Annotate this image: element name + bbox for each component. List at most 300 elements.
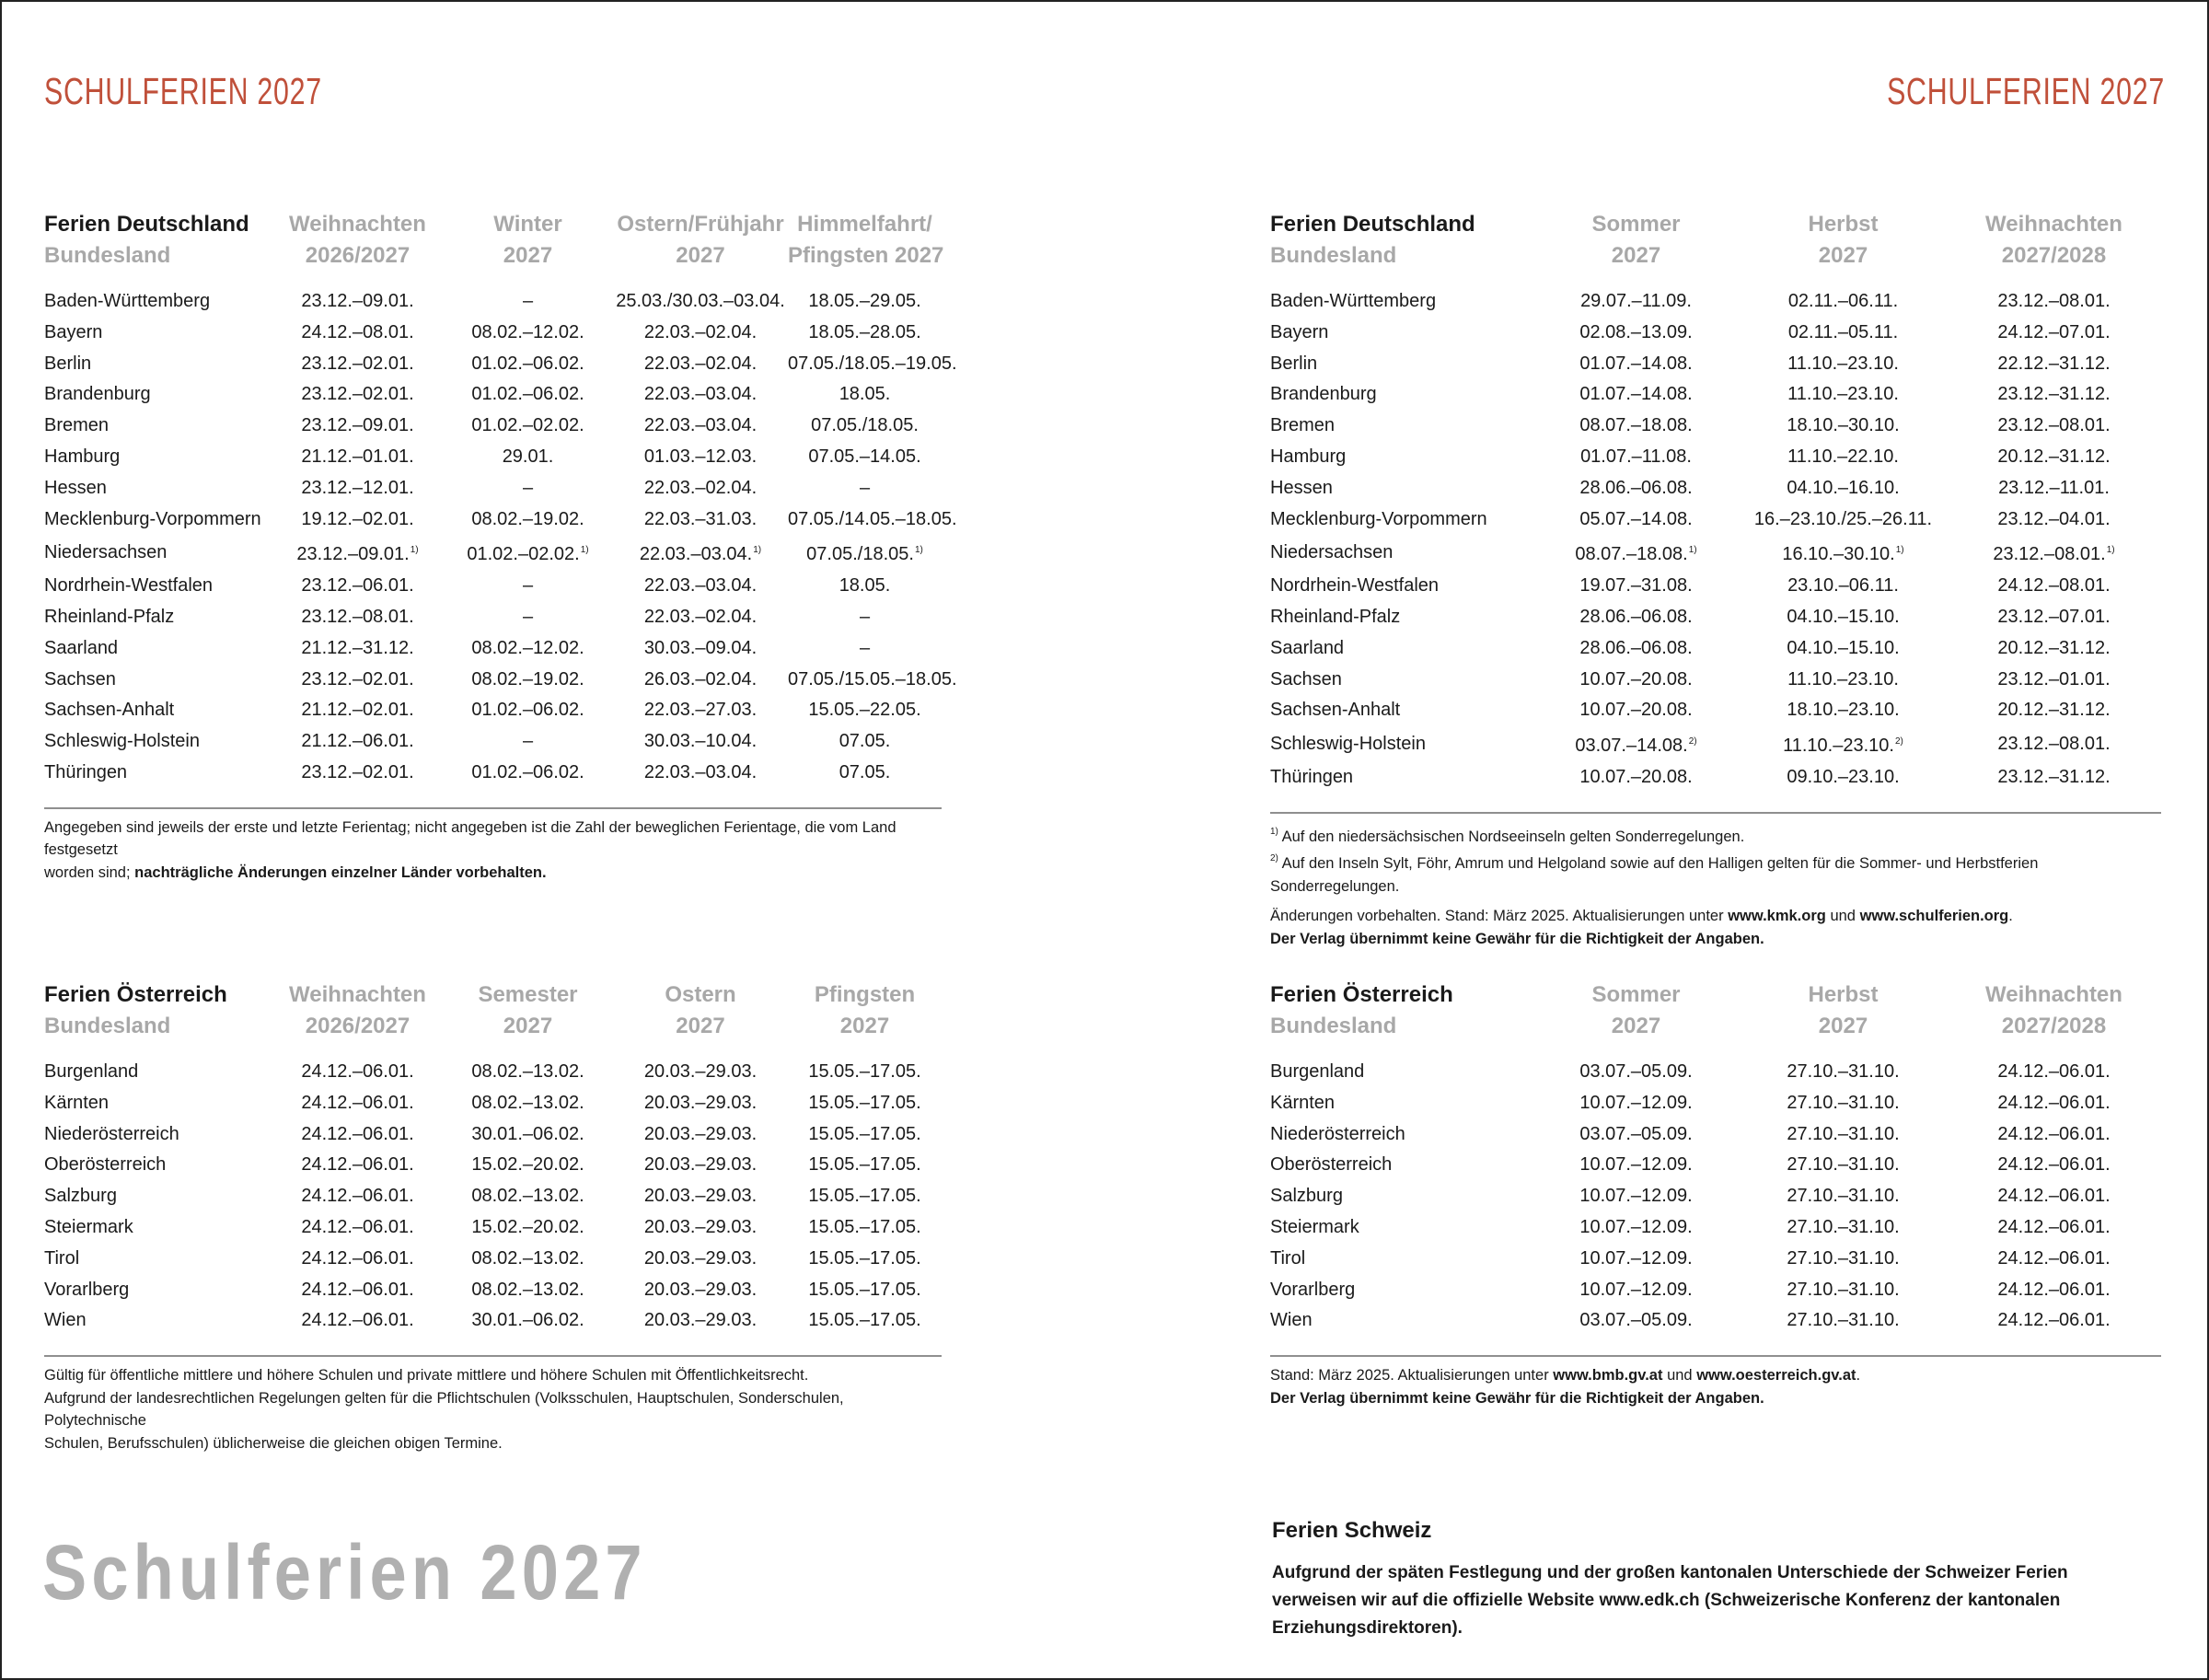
date-range: 08.02.–13.02. xyxy=(471,1061,584,1082)
date-range: 23.12.–02.01. xyxy=(301,353,414,374)
state-name: Hamburg xyxy=(1270,446,1347,467)
date-range: 01.02.–02.02. xyxy=(471,415,584,436)
table-row xyxy=(1270,1119,2161,1151)
date-range-cell xyxy=(788,473,942,504)
date-range: 20.12.–31.12. xyxy=(1997,637,2111,658)
state-name: Bayern xyxy=(1270,321,1329,342)
date-range-cell xyxy=(788,1181,942,1212)
state-name-cell xyxy=(1270,633,1532,665)
state-name: Hessen xyxy=(44,477,107,498)
date-range-cell xyxy=(272,695,443,726)
date-range-cell xyxy=(1947,411,2161,442)
column-header xyxy=(788,979,942,1042)
date-range-cell xyxy=(443,571,613,602)
state-name-cell xyxy=(44,286,272,318)
date-range-cell xyxy=(272,1150,443,1181)
state-name: Salzburg xyxy=(1270,1186,1343,1207)
state-name-cell xyxy=(44,665,272,696)
header-line-1: Sommer xyxy=(1591,212,1681,237)
state-name: Niederösterreich xyxy=(1270,1123,1405,1144)
date-range-cell xyxy=(788,411,942,442)
date-range: 30.03.–10.04. xyxy=(643,731,758,752)
table-row xyxy=(44,473,942,504)
date-range-cell xyxy=(272,535,443,571)
state-name: Niederösterreich xyxy=(44,1123,179,1144)
date-range: – xyxy=(522,606,534,627)
note-text: Aufgrund der landesrechtlichen Regelungen gelten für die Pflichtschulen (Volksschulen, Hauptschulen, Sonderschulen, Polytechnische xyxy=(44,1389,844,1430)
state-name-cell xyxy=(44,1150,272,1181)
column-header xyxy=(1947,979,2161,1042)
date-range: 23.12.–09.01. xyxy=(301,415,414,436)
date-range-cell xyxy=(613,1212,788,1244)
date-range-cell xyxy=(613,504,788,536)
footnote-2: Auf den Inseln Sylt, Föhr, Amrum und Helgoland sowie auf den Halligen gelten für die Sommer- und Herbstferien Sonderregelungen. xyxy=(1270,855,2039,895)
date-range: 16.–23.10./25.–26.11. xyxy=(1753,508,1933,529)
date-range: 23.12.–01.01. xyxy=(1997,668,2111,689)
table-row xyxy=(1270,1212,2161,1244)
date-range: 24.12.–06.01. xyxy=(1997,1279,2111,1300)
date-range: 15.05.–17.05. xyxy=(808,1310,921,1331)
date-range: 04.10.–16.10. xyxy=(1787,477,1900,498)
header-line-2: 2027 xyxy=(1818,1014,1868,1038)
column-header xyxy=(1270,209,1532,272)
table-row xyxy=(1270,762,2161,794)
kmk-link[interactable]: www.kmk.org xyxy=(1728,908,1826,925)
date-range: – xyxy=(859,637,871,658)
date-range-cell xyxy=(1947,1181,2161,1212)
header-spacer xyxy=(1270,1042,2161,1057)
date-range-cell xyxy=(1947,473,2161,504)
date-range-cell xyxy=(613,1275,788,1306)
date-range-cell xyxy=(1740,504,1947,536)
date-range: 23.10.–06.11. xyxy=(1787,575,1899,597)
state-name-cell xyxy=(44,379,272,411)
date-range-cell xyxy=(788,633,942,665)
state-name-cell xyxy=(44,602,272,633)
date-range-cell xyxy=(1740,1119,1947,1151)
date-range: 18.05. xyxy=(838,575,891,597)
date-range: 28.06.–06.08. xyxy=(1579,477,1693,498)
date-range: 23.12.–06.01. xyxy=(301,575,414,597)
table-row xyxy=(1270,1057,2161,1088)
date-range: 08.02.–13.02. xyxy=(471,1279,584,1300)
state-name-cell xyxy=(1270,349,1532,380)
date-range-cell xyxy=(1947,571,2161,602)
state-name: Sachsen xyxy=(1270,668,1342,689)
date-range-cell xyxy=(272,1088,443,1119)
footnote-marker: 2) xyxy=(1688,736,1697,747)
date-range: 24.12.–06.01. xyxy=(1997,1310,2111,1331)
state-name: Bayern xyxy=(44,321,103,342)
date-range: 02.08.–13.09. xyxy=(1579,321,1693,342)
date-range: 01.02.–06.02. xyxy=(471,700,584,721)
date-range-cell xyxy=(788,1057,942,1088)
date-range: 02.11.–06.11. xyxy=(1787,291,1899,311)
date-range-cell xyxy=(788,1119,942,1151)
date-range: 01.07.–11.08. xyxy=(1580,446,1692,467)
state-name-cell xyxy=(44,758,272,789)
bmb-link[interactable]: www.bmb.gv.at xyxy=(1553,1367,1663,1385)
date-range: 10.07.–20.08. xyxy=(1579,668,1693,689)
date-range-cell xyxy=(788,1088,942,1119)
date-range: 05.07.–14.08. xyxy=(1579,508,1693,529)
column-header xyxy=(1740,209,1947,272)
state-name-cell xyxy=(1270,1305,1532,1337)
stand-text: Änderungen vorbehalten. Stand: März 2025. Aktualisierungen unter xyxy=(1270,908,1724,925)
date-range-cell xyxy=(272,602,443,633)
state-name-cell xyxy=(1270,473,1532,504)
schulferien-link[interactable]: www.schulferien.org xyxy=(1859,908,2009,925)
date-range: 07.05./18.05. xyxy=(811,415,919,436)
date-range: 24.12.–06.01. xyxy=(301,1310,414,1331)
state-name: Steiermark xyxy=(44,1216,133,1237)
date-range: 22.03.–03.04. xyxy=(639,544,753,565)
state-name-cell xyxy=(1270,1088,1532,1119)
date-range: 15.05.–17.05. xyxy=(808,1279,921,1300)
table-row xyxy=(44,571,942,602)
date-range-cell xyxy=(443,1275,613,1306)
column-header xyxy=(443,209,613,272)
date-range-cell xyxy=(788,1150,942,1181)
date-range-cell xyxy=(613,1088,788,1119)
date-range-cell xyxy=(788,1305,942,1337)
date-range: 27.10.–31.10. xyxy=(1787,1310,1900,1331)
footnote-1: Auf den niedersächsischen Nordseeinseln gelten Sonderregelungen. xyxy=(1281,828,1745,845)
state-name: Oberösterreich xyxy=(44,1154,167,1176)
column-header xyxy=(613,979,788,1042)
date-range: 11.10.–23.10. xyxy=(1783,736,1894,757)
state-name: Salzburg xyxy=(44,1186,117,1207)
date-range: 27.10.–31.10. xyxy=(1787,1154,1900,1176)
state-name: Kärnten xyxy=(1270,1092,1336,1113)
date-range-cell xyxy=(1740,1057,1947,1088)
header-line-1: Weihnachten xyxy=(289,982,426,1007)
date-range: 07.05./18.05. xyxy=(806,544,914,565)
date-range-cell xyxy=(443,665,613,696)
table-row xyxy=(44,695,942,726)
date-range: 23.12.–08.01. xyxy=(1997,291,2111,311)
date-range: 21.12.–01.01. xyxy=(301,446,414,467)
date-range: 20.03.–29.03. xyxy=(643,1186,758,1207)
note-text: Angegeben sind jeweils der erste und letzte Ferientag; nicht angegeben ist die Zahl der beweglichen Ferientage, die vom Land festgesetzt xyxy=(44,818,896,859)
state-name-cell xyxy=(44,1212,272,1244)
date-range: 04.10.–15.10. xyxy=(1787,637,1900,658)
germany-holidays-table-2 xyxy=(1270,209,2161,794)
date-range-cell xyxy=(1740,633,1947,665)
date-range: 27.10.–31.10. xyxy=(1787,1123,1900,1144)
header-line-1: Ostern/Frühjahr xyxy=(617,212,784,237)
date-range: 27.10.–31.10. xyxy=(1787,1216,1900,1237)
date-range-cell xyxy=(1532,1119,1740,1151)
date-range-cell xyxy=(272,726,443,758)
date-range: 22.03.–27.03. xyxy=(643,700,758,721)
table-row xyxy=(44,633,942,665)
state-name-cell xyxy=(1270,286,1532,318)
date-range-cell xyxy=(1740,473,1947,504)
date-range: 24.12.–06.01. xyxy=(1997,1247,2111,1269)
header-line-2: Bundesland xyxy=(1270,243,1397,268)
table-row xyxy=(1270,695,2161,726)
date-range: – xyxy=(522,731,534,752)
date-range-cell xyxy=(788,602,942,633)
header-line-2: Pfingsten 2027 xyxy=(788,243,944,268)
spacer-cell xyxy=(1270,272,2161,286)
date-range: 15.02.–20.02. xyxy=(471,1216,584,1237)
date-range: 23.12.–31.12. xyxy=(1997,766,2111,787)
state-name-cell xyxy=(1270,1057,1532,1088)
germany-holidays-part2 xyxy=(1270,209,2161,950)
state-name: Rheinland-Pfalz xyxy=(44,606,175,627)
state-name: Vorarlberg xyxy=(1270,1279,1356,1300)
date-range-cell xyxy=(272,1244,443,1275)
date-range: 30.01.–06.02. xyxy=(471,1123,584,1144)
date-range: 23.12.–02.01. xyxy=(301,761,414,782)
date-range: 27.10.–31.10. xyxy=(1787,1279,1900,1300)
date-range: 29.07.–11.09. xyxy=(1580,291,1692,311)
table-row xyxy=(1270,504,2161,536)
date-range-cell xyxy=(788,665,957,696)
date-range: 23.12.–02.01. xyxy=(301,384,414,405)
date-range: 21.12.–31.12. xyxy=(301,637,414,658)
date-range-cell xyxy=(443,758,613,789)
date-range: 15.05.–17.05. xyxy=(808,1247,921,1269)
spacer-cell xyxy=(1270,1042,2161,1057)
austria-notes-1 xyxy=(44,1364,942,1454)
state-name-cell xyxy=(44,1305,272,1337)
date-range-cell xyxy=(1947,762,2161,794)
date-range-cell xyxy=(1532,762,1740,794)
date-range-cell xyxy=(1947,1150,2161,1181)
state-name: Oberösterreich xyxy=(1270,1154,1393,1176)
table-row xyxy=(1270,1181,2161,1212)
date-range: – xyxy=(859,477,871,498)
germany-holidays-part1 xyxy=(44,209,957,884)
state-name: Schleswig-Holstein xyxy=(1270,733,1426,754)
date-range-cell xyxy=(1532,726,1740,762)
date-range: 26.03.–02.04. xyxy=(643,668,758,689)
date-range: 07.05./15.05.–18.05. xyxy=(788,668,957,689)
date-range-cell xyxy=(1947,349,2161,380)
date-range-cell xyxy=(1947,1275,2161,1306)
state-name-cell xyxy=(1270,726,1532,762)
austria-notes-2 xyxy=(1270,1364,2161,1409)
state-name: Kärnten xyxy=(44,1092,110,1113)
header-line-1: Ferien Deutschland xyxy=(44,212,249,237)
column-header xyxy=(443,979,613,1042)
date-range-cell xyxy=(788,571,942,602)
date-range: 24.12.–06.01. xyxy=(1997,1216,2111,1237)
date-range-cell xyxy=(1532,695,1740,726)
date-range-cell xyxy=(1947,318,2161,349)
date-range-cell xyxy=(1740,1275,1947,1306)
table-row xyxy=(44,1150,942,1181)
column-header xyxy=(1270,979,1532,1042)
date-range: 21.12.–02.01. xyxy=(301,700,414,721)
date-range: 10.07.–12.09. xyxy=(1579,1186,1693,1207)
state-name-cell xyxy=(1270,571,1532,602)
state-name-cell xyxy=(44,1275,272,1306)
date-range-cell xyxy=(443,286,613,318)
date-range-cell xyxy=(272,665,443,696)
oesterreich-link[interactable]: www.oesterreich.gv.at xyxy=(1696,1367,1856,1385)
date-range: – xyxy=(522,291,534,311)
date-range: 03.07.–05.09. xyxy=(1579,1123,1693,1144)
column-header xyxy=(44,979,272,1042)
date-range-cell xyxy=(443,379,613,411)
date-range: 15.05.–17.05. xyxy=(808,1123,921,1144)
table-row xyxy=(1270,633,2161,665)
period: . xyxy=(2008,908,2013,925)
date-range: 08.02.–19.02. xyxy=(471,508,584,529)
date-range-cell xyxy=(1532,1150,1740,1181)
state-name-cell xyxy=(44,1088,272,1119)
date-range-cell xyxy=(443,726,613,758)
date-range-cell xyxy=(1532,286,1740,318)
state-name: Burgenland xyxy=(1270,1061,1365,1082)
date-range: 10.07.–12.09. xyxy=(1579,1279,1693,1300)
date-range: 23.12.–08.01. xyxy=(1997,415,2111,436)
state-name: Mecklenburg-Vorpommern xyxy=(1270,508,1487,529)
date-range-cell xyxy=(613,318,788,349)
state-name: Sachsen xyxy=(44,668,116,689)
date-range: 07.05. xyxy=(838,761,891,782)
date-range-cell xyxy=(1947,535,2161,571)
date-range-cell xyxy=(613,473,788,504)
state-name-cell xyxy=(44,504,272,536)
date-range: 23.12.–09.01. xyxy=(296,544,410,565)
date-range-cell xyxy=(613,758,788,789)
date-range-cell xyxy=(1532,1305,1740,1337)
date-range-cell xyxy=(1532,473,1740,504)
switzerland-heading: Ferien Schweiz xyxy=(1272,1518,1432,1543)
table-row xyxy=(1270,1088,2161,1119)
state-name: Hamburg xyxy=(44,446,121,467)
date-range-cell xyxy=(1947,726,2161,762)
table-divider xyxy=(1270,812,2161,814)
date-range-cell xyxy=(272,504,443,536)
date-range: 15.02.–20.02. xyxy=(471,1154,584,1176)
table-row xyxy=(44,504,942,536)
header-line-2: 2027/2028 xyxy=(2001,243,2107,268)
date-range-cell xyxy=(1947,633,2161,665)
date-range-cell xyxy=(1532,318,1740,349)
date-range: 10.07.–20.08. xyxy=(1579,766,1693,787)
date-range: 24.12.–06.01. xyxy=(301,1123,414,1144)
date-range: 27.10.–31.10. xyxy=(1787,1061,1900,1082)
column-header xyxy=(1532,209,1740,272)
date-range: 19.07.–31.08. xyxy=(1579,575,1693,597)
state-name-cell xyxy=(1270,379,1532,411)
table-row xyxy=(1270,411,2161,442)
state-name: Baden-Württemberg xyxy=(1270,291,1437,311)
state-name-cell xyxy=(44,571,272,602)
table-row xyxy=(44,1088,942,1119)
date-range: 07.05.–14.05. xyxy=(808,446,921,467)
date-range-cell xyxy=(613,571,788,602)
date-range: 24.12.–08.01. xyxy=(301,321,414,342)
date-range: 25.03./30.03.–03.04. xyxy=(616,291,785,311)
date-range-cell xyxy=(272,1212,443,1244)
date-range-cell xyxy=(1740,1088,1947,1119)
table-row xyxy=(1270,1275,2161,1306)
date-range: 08.07.–18.08. xyxy=(1575,544,1688,565)
date-range: 24.12.–06.01. xyxy=(1997,1186,2111,1207)
header-line-2: 2026/2027 xyxy=(305,243,411,268)
column-header xyxy=(1532,979,1740,1042)
date-range: 01.02.–06.02. xyxy=(471,761,584,782)
date-range-cell xyxy=(443,1057,613,1088)
state-name-cell xyxy=(44,318,272,349)
date-range-cell xyxy=(613,602,788,633)
date-range-cell xyxy=(1532,349,1740,380)
date-range: 24.12.–06.01. xyxy=(1997,1092,2111,1113)
table-row xyxy=(44,1244,942,1275)
table-divider xyxy=(44,1355,942,1357)
page-title: Schulferien 2027 xyxy=(42,1529,647,1616)
header-line-1: Ostern xyxy=(665,982,736,1007)
date-range: 08.02.–19.02. xyxy=(471,668,584,689)
state-name-cell xyxy=(1270,665,1532,696)
spacer-cell xyxy=(44,1042,942,1057)
header-line-1: Weihnachten xyxy=(1985,982,2122,1007)
date-range-cell xyxy=(1532,665,1740,696)
date-range: 24.12.–06.01. xyxy=(301,1216,414,1237)
state-name: Bremen xyxy=(44,415,110,436)
date-range: 10.07.–20.08. xyxy=(1579,700,1693,721)
date-range-cell xyxy=(613,286,788,318)
table-row xyxy=(44,411,942,442)
state-name: Brandenburg xyxy=(1270,384,1377,405)
date-range: 24.12.–06.01. xyxy=(1997,1123,2111,1144)
date-range-cell xyxy=(443,1088,613,1119)
date-range: 10.07.–12.09. xyxy=(1579,1154,1693,1176)
note-text: worden sind; xyxy=(44,863,131,881)
date-range-cell xyxy=(1947,1088,2161,1119)
date-range: – xyxy=(859,606,871,627)
disclaimer-text: Der Verlag übernimmt keine Gewähr für die Richtigkeit der Angaben. xyxy=(1270,930,1764,947)
date-range-cell xyxy=(443,411,613,442)
period: . xyxy=(1856,1367,1861,1385)
date-range: 24.12.–06.01. xyxy=(301,1092,414,1113)
header-line-2: 2027 xyxy=(676,243,725,268)
date-range: 03.07.–05.09. xyxy=(1579,1061,1693,1082)
date-range-cell xyxy=(443,602,613,633)
date-range: 20.03.–29.03. xyxy=(643,1123,758,1144)
footnote-marker: 2) xyxy=(1894,736,1903,747)
date-range-cell xyxy=(443,318,613,349)
header-line-1: Winter xyxy=(493,212,562,237)
table-divider xyxy=(44,807,942,809)
spacer-cell xyxy=(44,272,942,286)
state-name-cell xyxy=(1270,602,1532,633)
date-range-cell xyxy=(1532,535,1740,571)
date-range-cell xyxy=(613,1150,788,1181)
column-header xyxy=(272,209,443,272)
date-range: 23.12.–08.01. xyxy=(1997,733,2111,754)
state-name-cell xyxy=(44,349,272,380)
date-range-cell xyxy=(1947,695,2161,726)
table-row xyxy=(1270,602,2161,633)
date-range-cell xyxy=(272,571,443,602)
state-name-cell xyxy=(1270,411,1532,442)
date-range-cell xyxy=(788,286,942,318)
date-range-cell xyxy=(443,695,613,726)
footnote-marker: 1) xyxy=(914,545,923,556)
austria-holidays-part1 xyxy=(44,979,942,1454)
date-range-cell xyxy=(788,695,942,726)
date-range-cell xyxy=(613,1244,788,1275)
date-range: 22.03.–03.04. xyxy=(643,415,758,436)
